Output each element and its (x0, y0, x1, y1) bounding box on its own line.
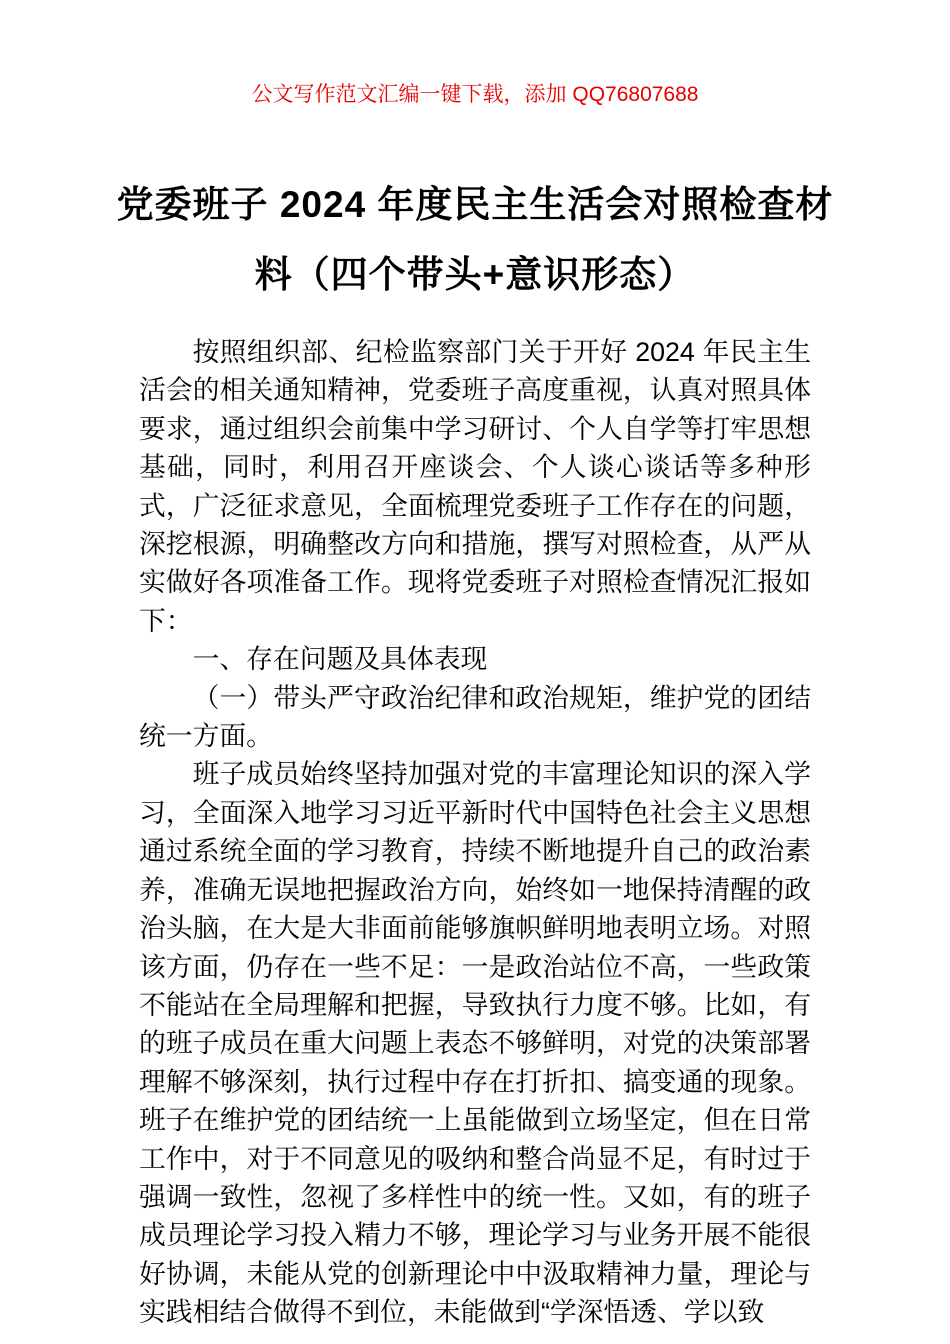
paragraph-detail: 班子成员始终坚持加强对党的丰富理论知识的深入学习，全面深入地学习习近平新时代中国特色社会主义思想通过系统全面的学习教育，持续不断地提升自己的政治素养，准确无误地把握政治方向，始终如一地保持清醒的政治头脑，在大是大非面前能够旗帜鲜明地表明立场。对照该方面，仍存在一些不足：一是政治站位不高，一些政策不能站在全局理解和把握，导致执行力度不够。比如，有的班子成员在重大问题上表态不够鲜明，对党的决策部署理解不够深刻，执行过程中存在打折扣、搞变通的现象。班子在维护党的团结统一上虽能做到立场坚定，但在日常工作中，对于不同意见的吸纳和整合尚显不足，有时过于强调一致性，忽视了多样性中的统一性。又如，有的班子成员理论学习投入精力不够，理论学习与业务开展不能很好协调，未能从党的创新理论中中汲取精神力量，理论与实践相结合做得不到位，未能做到“学深悟透、学以致 (139, 759, 811, 1328)
document-title (70, 170, 880, 310)
paragraph-section-heading: 一、存在问题及具体表现 (192, 644, 488, 675)
document-title-line1: 党委班子 2024 年度民主生活会对照检查材 (116, 184, 834, 225)
document-body (139, 333, 811, 1332)
paragraph-intro: 按照组织部、纪检监察部门关于开好 2024 年民主生活会的相关通知精神，党委班子高度重视，认真对照具体要求，通过组织会前集中学习研讨、个人自学等打牢思想基础，同时，利用召开座谈会、个人谈心谈话等多种形式，广泛征求意见，全面梳理党委班子工作存在的问题，深挖根源，明确整改方向和措施，撰写对照检查，从严从实做好各项准备工作。现将党委班子对照检查情况汇报如下： (139, 337, 811, 636)
promo-banner-text: 公文写作范文汇编一键下载，添加 QQ76807688 (251, 83, 699, 106)
paragraph-subsection-heading: （一）带头严守政治纪律和政治规矩，维护党的团结统一方面。 (139, 682, 811, 752)
document-title-line2: 料（四个带头+意识形态） (254, 254, 696, 295)
